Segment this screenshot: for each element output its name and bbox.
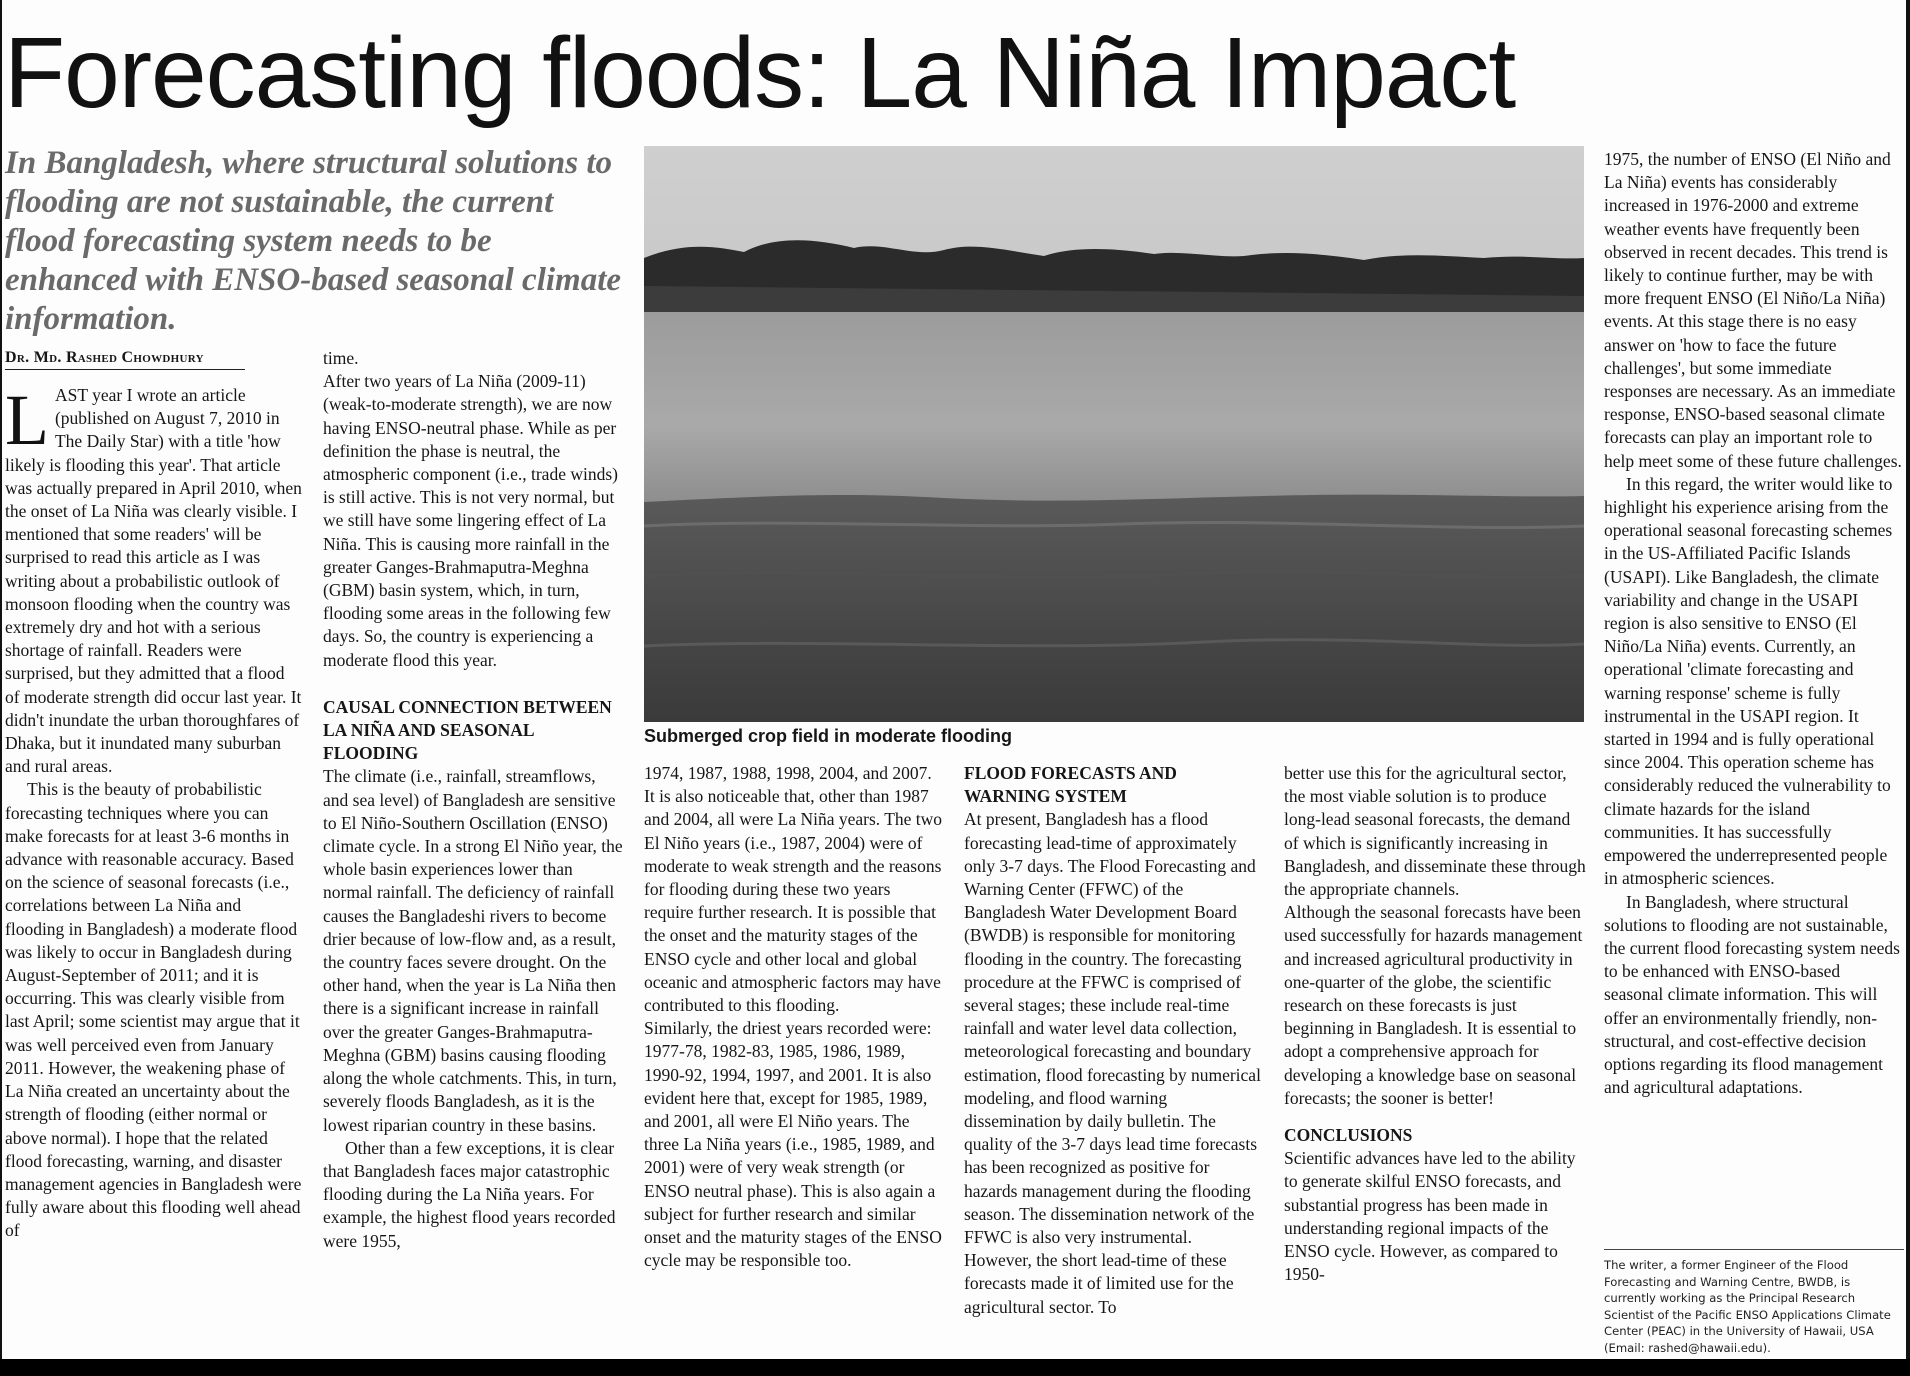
article-column-5	[1284, 762, 1586, 1286]
paragraph: 1975, the number of ENSO (El Niño and La Niña) events has considerably increased in 1976-2000 and extreme weather events have frequently been observed in recent decades. This trend is likely to continue further, may be with more frequent ENSO (El Niño/La Niña) events. At this stage there is no easy answer on 'how to face the future challenges', but some immediate responses are necessary. As an immediate response, ENSO-based seasonal climate forecasts can play an important role to help meet some of these future challenges.	[1604, 149, 1902, 471]
flood-photo-image	[644, 146, 1584, 722]
paragraph: At present, Bangladesh has a flood forecasting lead-time of approximately only 3-7 days. The Flood Forecasting and Warning Center (FFWC) of the Bangladesh Water Development Board (BWDB) is responsible for monitoring flooding in the country. The forecasting procedure at the FFWC is comprised of several stages; these include real-time rainfall and water level data collection, meteorological forecasting and boundary estimation, flood forecasting by numerical modeling, and flood warning dissemination by daily bulletin. The quality of the 3-7 days lead time forecasts has been recognized as positive for hazards management during the flooding season. The dissemination network of the FFWC is also very instrumental. However, the short lead-time of these forecasts made it of limited use for the agricultural sector. To	[964, 809, 1261, 1317]
section-heading: CONCLUSIONS	[1284, 1125, 1413, 1146]
section-heading: FLOOD FORECASTS AND WARNING SYSTEM	[964, 763, 1177, 807]
article-column-3	[644, 762, 944, 1272]
article-column-6	[1604, 148, 1902, 1099]
note-divider	[1604, 1249, 1904, 1250]
paragraph: time.	[323, 348, 359, 368]
paragraph: In this regard, the writer would like to highlight his experience arising from the operational seasonal forecasting schemes in the US-Affiliated Pacific Islands (USAPI). Like Bangladesh, the climate variability and change in the USAPI region is also sensitive to ENSO (El Niño/La Niña) events. Currently, an operational 'climate forecasting and warning response' scheme is fully instrumental in the USAPI region. It started in 1994 and is fully operational since 2004. This operation scheme has considerably reduced the vulnerability to climate hazards for the island communities. It has successfully empowered the underrepresented people in atmospheric sciences.	[1604, 473, 1893, 889]
flood-photo	[644, 146, 1584, 722]
paragraph: better use this for the agricultural sector, the most viable solution is to produce long-lead seasonal forecasts, the demand of which is significantly increasing in Bangladesh, and disseminate these through the appropriate channels.	[1284, 763, 1586, 900]
article-column-1	[5, 380, 303, 1243]
paragraph: The climate (i.e., rainfall, streamflows, and sea level) of Bangladesh are sensitive to El Niño-Southern Oscillation (ENSO) climate cycle. In a strong El Niño year, the whole basin experiences lower than normal rainfall. The deficiency of rainfall causes the Bangladeshi rivers to become drier because of low-flow and, as a result, the country faces severe drought. On the other hand, when the year is La Niña then there is a significant increase in rainfall over the greater Ganges-Brahmaputra-Meghna (GBM) basins causing flooding along the whole catchments. This, in turn, severely floods Bangladesh, as it is the lowest riparian country in these basins.	[323, 766, 623, 1135]
byline: Dr. Md. Rashed Chowdhury	[5, 349, 245, 370]
paragraph: In Bangladesh, where structural solutions to flooding are not sustainable, the current flood forecasting system needs to be enhanced with ENSO-based seasonal climate information. This will offer an environmentally friendly, non-structural, and cost-effective decision options regarding its flood management and agricultural adaptations.	[1604, 891, 1900, 1098]
paragraph: AST year I wrote an article (published on August 7, 2010 in The Daily Star) with a title 'how likely is flooding this year'. That article was actually prepared in April 2010, when the onset of La Niña was clearly visible. I mentioned that some readers' will be surprised to read this article as I was writing about a probabilistic outlook of monsoon flooding when the country was extremely dry and hot with a serious shortage of rainfall. Readers were surprised, but they admitted that a flood of moderate strength did occur last year. It didn't inundate the urban thoroughfares of Dhaka, but it inundated many suburban and rural areas.	[5, 385, 302, 777]
author-note: The writer, a former Engineer of the Flood Forecasting and Warning Centre, BWDB, is currently working as the Principal Research Scientist of the Pacific ENSO Applications Climate Center (PEAC) in the University of Hawaii, USA (Email: rashed@hawaii.edu).	[1604, 1258, 1891, 1355]
paragraph: Although the seasonal forecasts have been used successfully for hazards management and increased agricultural productivity in one-quarter of the globe, the scientific research on these forecasts is just beginning in Bangladesh. It is essential to adopt a comprehensive approach for developing a knowledge base on seasonal forecasts; the sooner is better!	[1284, 902, 1583, 1108]
headline: Forecasting floods: La Niña Impact	[4, 17, 1516, 129]
page-border-right	[1906, 0, 1910, 1376]
deck-subheadline: In Bangladesh, where structural solutions to flooding are not sustainable, the current flood forecasting system needs to be enhanced with ENSO-based seasonal climate information.	[5, 145, 622, 337]
article-column-4	[964, 762, 1264, 1319]
drop-cap: L	[5, 380, 49, 460]
paragraph: Other than a few exceptions, it is clear that Bangladesh faces major catastrophic flooding during the La Niña years. For example, the highest flood years recorded were 1955,	[323, 1137, 616, 1251]
paragraph: This is the beauty of probabilistic forecasting techniques where you can make forecasts for at least 3-6 months in advance with reasonable accuracy. Based on the science of seasonal forecasts (i.e., correlations between La Niña and flooding in Bangladesh) a moderate flood was likely to occur in Bangladesh during August-September of 2011; and it is occurring. This was clearly visible from last April; some scientist may argue that it was well perceived even from January 2011. However, the weakening phase of La Niña created an uncertainty about the strength of flooding (either normal or above normal). I hope that the related flood forecasting, warning, and disaster management agencies in Bangladesh were fully aware about this flooding well ahead of	[5, 779, 302, 1241]
paragraph: Similarly, the driest years recorded were: 1977-78, 1982-83, 1985, 1986, 1989, 1990-92, 1994, 1997, and 2001. It is also evident here that, except for 1985, 1989, and 2001, all were El Niño years. The three La Niña years (i.e., 1985, 1989, and 2001) were of very weak strength (or ENSO neutral phase). This is also again a subject for further research and similar onset and the maturity stages of the ENSO cycle may be responsible too.	[644, 1018, 942, 1271]
page-border-left	[0, 0, 2, 1376]
article-column-2	[323, 347, 623, 1253]
paragraph: 1974, 1987, 1988, 1998, 2004, and 2007. It is also noticeable that, other than 1987 and 2004, all were La Niña years. The two El Niño years (i.e., 1987, 2004) were of moderate to weak strength and the reasons for flooding during these two years require further research. It is possible that the onset and the maturity stages of the ENSO cycle and other local and global oceanic and atmospheric factors may have contributed to this flooding.	[644, 763, 943, 1016]
section-heading: CAUSAL CONNECTION BETWEEN LA NIÑA AND SEASONAL FLOODING	[323, 696, 612, 764]
bottom-border	[0, 1359, 1910, 1376]
paragraph: Scientific advances have led to the ability to generate skilful ENSO forecasts, and substantial progress has been made in understanding regional impacts of the ENSO cycle. However, as compared to 1950-	[1284, 1148, 1576, 1285]
photo-caption: Submerged crop field in moderate flooding	[644, 726, 1013, 746]
paragraph: After two years of La Niña (2009-11) (weak-to-moderate strength), we are now having ENSO-neutral phase. While as per definition the phase is neutral, the atmospheric component (i.e., trade winds) is still active. This is not very normal, but we still have some lingering effect of La Niña. This is causing more rainfall in the greater Ganges-Brahmaputra-Meghna (GBM) basin system, which, in turn, flooding some areas in the following few days. So, the country is experiencing a moderate flood this year.	[323, 371, 618, 670]
